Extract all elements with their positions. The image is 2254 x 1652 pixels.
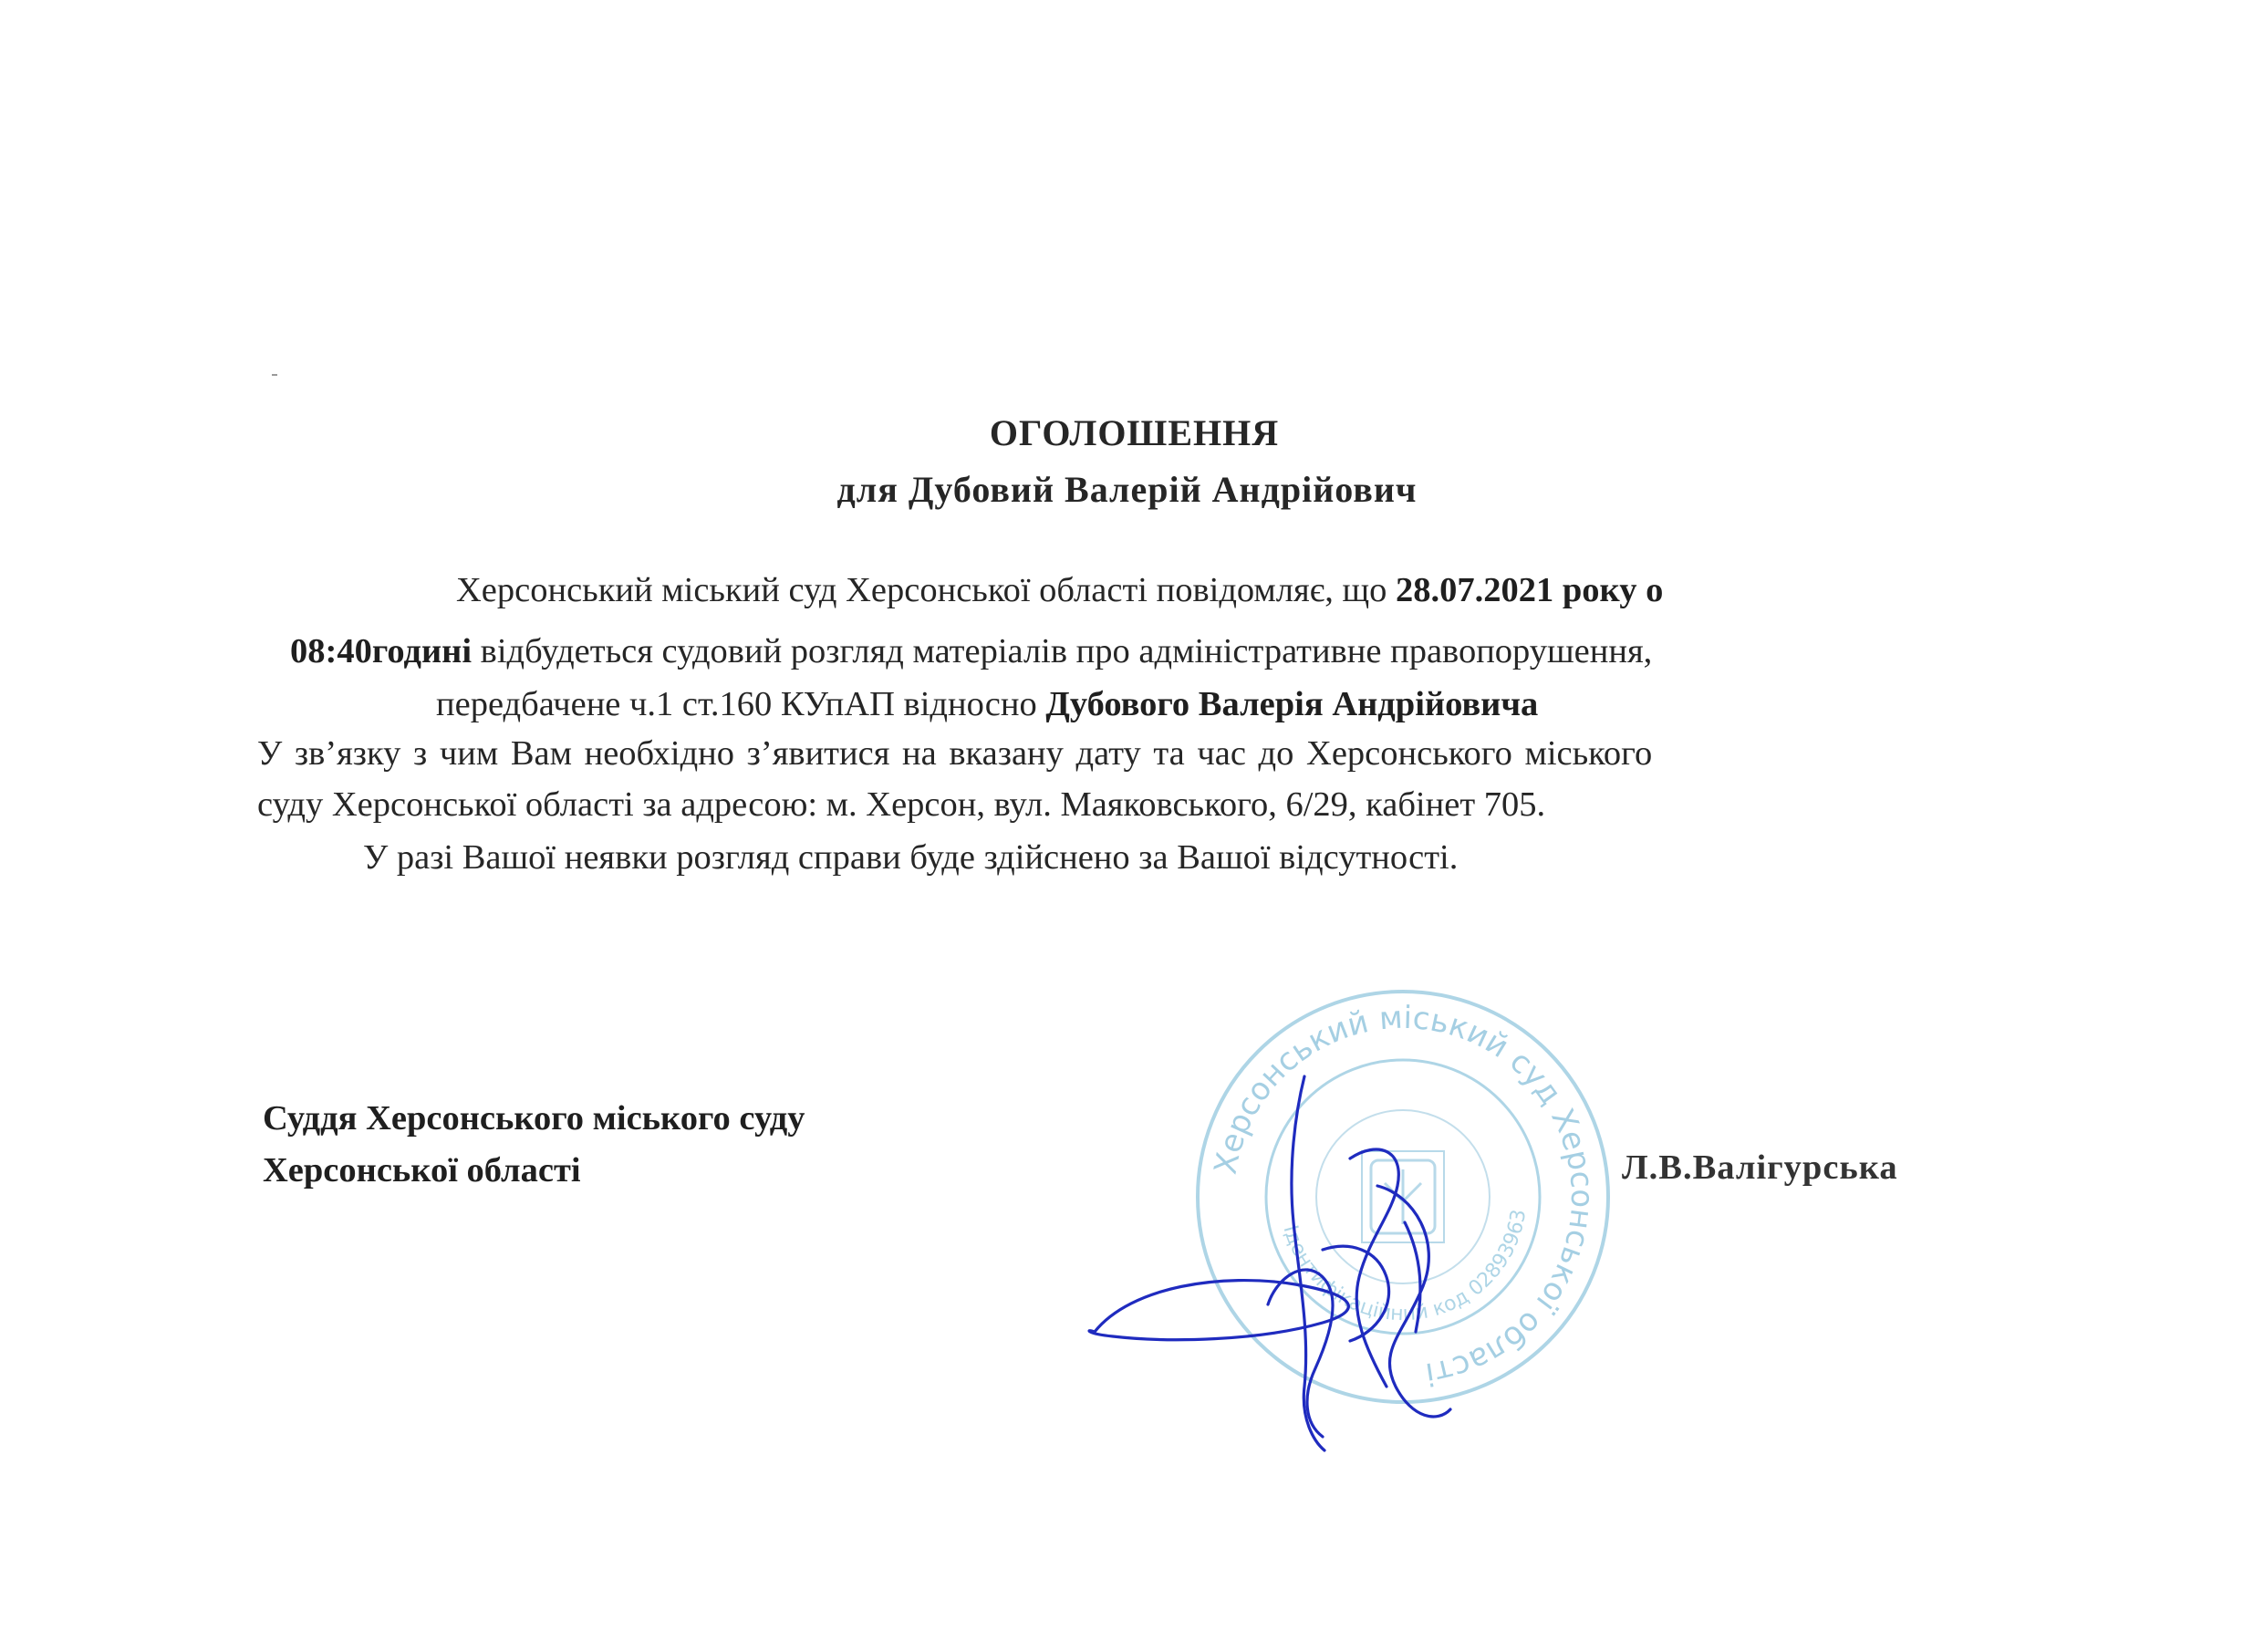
notice-title: ОГОЛОШЕННЯ: [989, 412, 1280, 453]
judge-position: [263, 1093, 805, 1197]
body-text: Херсонський міський суд Херсонської області повідомляє, що: [456, 571, 1397, 609]
body-line-1: [456, 568, 1663, 612]
stamp-code-text: Ідентифікаційний код 02893963: [1278, 1208, 1532, 1326]
stamp-ring-text: Херсонський міський суд Херсонської області: [1207, 999, 1601, 1393]
hearing-time: 08:40годині: [290, 632, 473, 670]
body-line-4: У зв’язку з чим Вам необхідно з’явитися на вказану дату та час до Херсонського міського: [257, 734, 1653, 773]
body-line-6: У разі Вашої неявки розгляд справи буде здійснено за Вашої відсутності.: [363, 838, 1459, 877]
notice-recipient: для Дубовий Валерій Андрійович: [836, 469, 1418, 510]
judge-name: Л.В.Валігурська: [1622, 1148, 1898, 1187]
body-line-2: [290, 629, 1652, 673]
scan-speck: [272, 374, 277, 376]
judge-position-line-2: Херсонської області: [263, 1151, 581, 1190]
body-line-5: суду Херсонської області за адресою: м. Херсон, вул. Маяковського, 6/29, кабінет 705.: [257, 785, 1546, 824]
hearing-date: 28.07.2021 року о: [1396, 571, 1664, 609]
defendant-name: Дубового Валерія Андрійовича: [1045, 685, 1539, 723]
handwritten-signature: [1076, 1058, 1551, 1460]
body-line-3: [436, 682, 1538, 726]
judge-position-line-1: Суддя Херсонського міського суду: [263, 1099, 805, 1138]
body-text: відбудеться судовий розгляд матеріалів про адміністративне правопорушення,: [472, 632, 1653, 670]
body-text: передбачене ч.1 ст.160 КУпАП відносно: [436, 685, 1046, 723]
